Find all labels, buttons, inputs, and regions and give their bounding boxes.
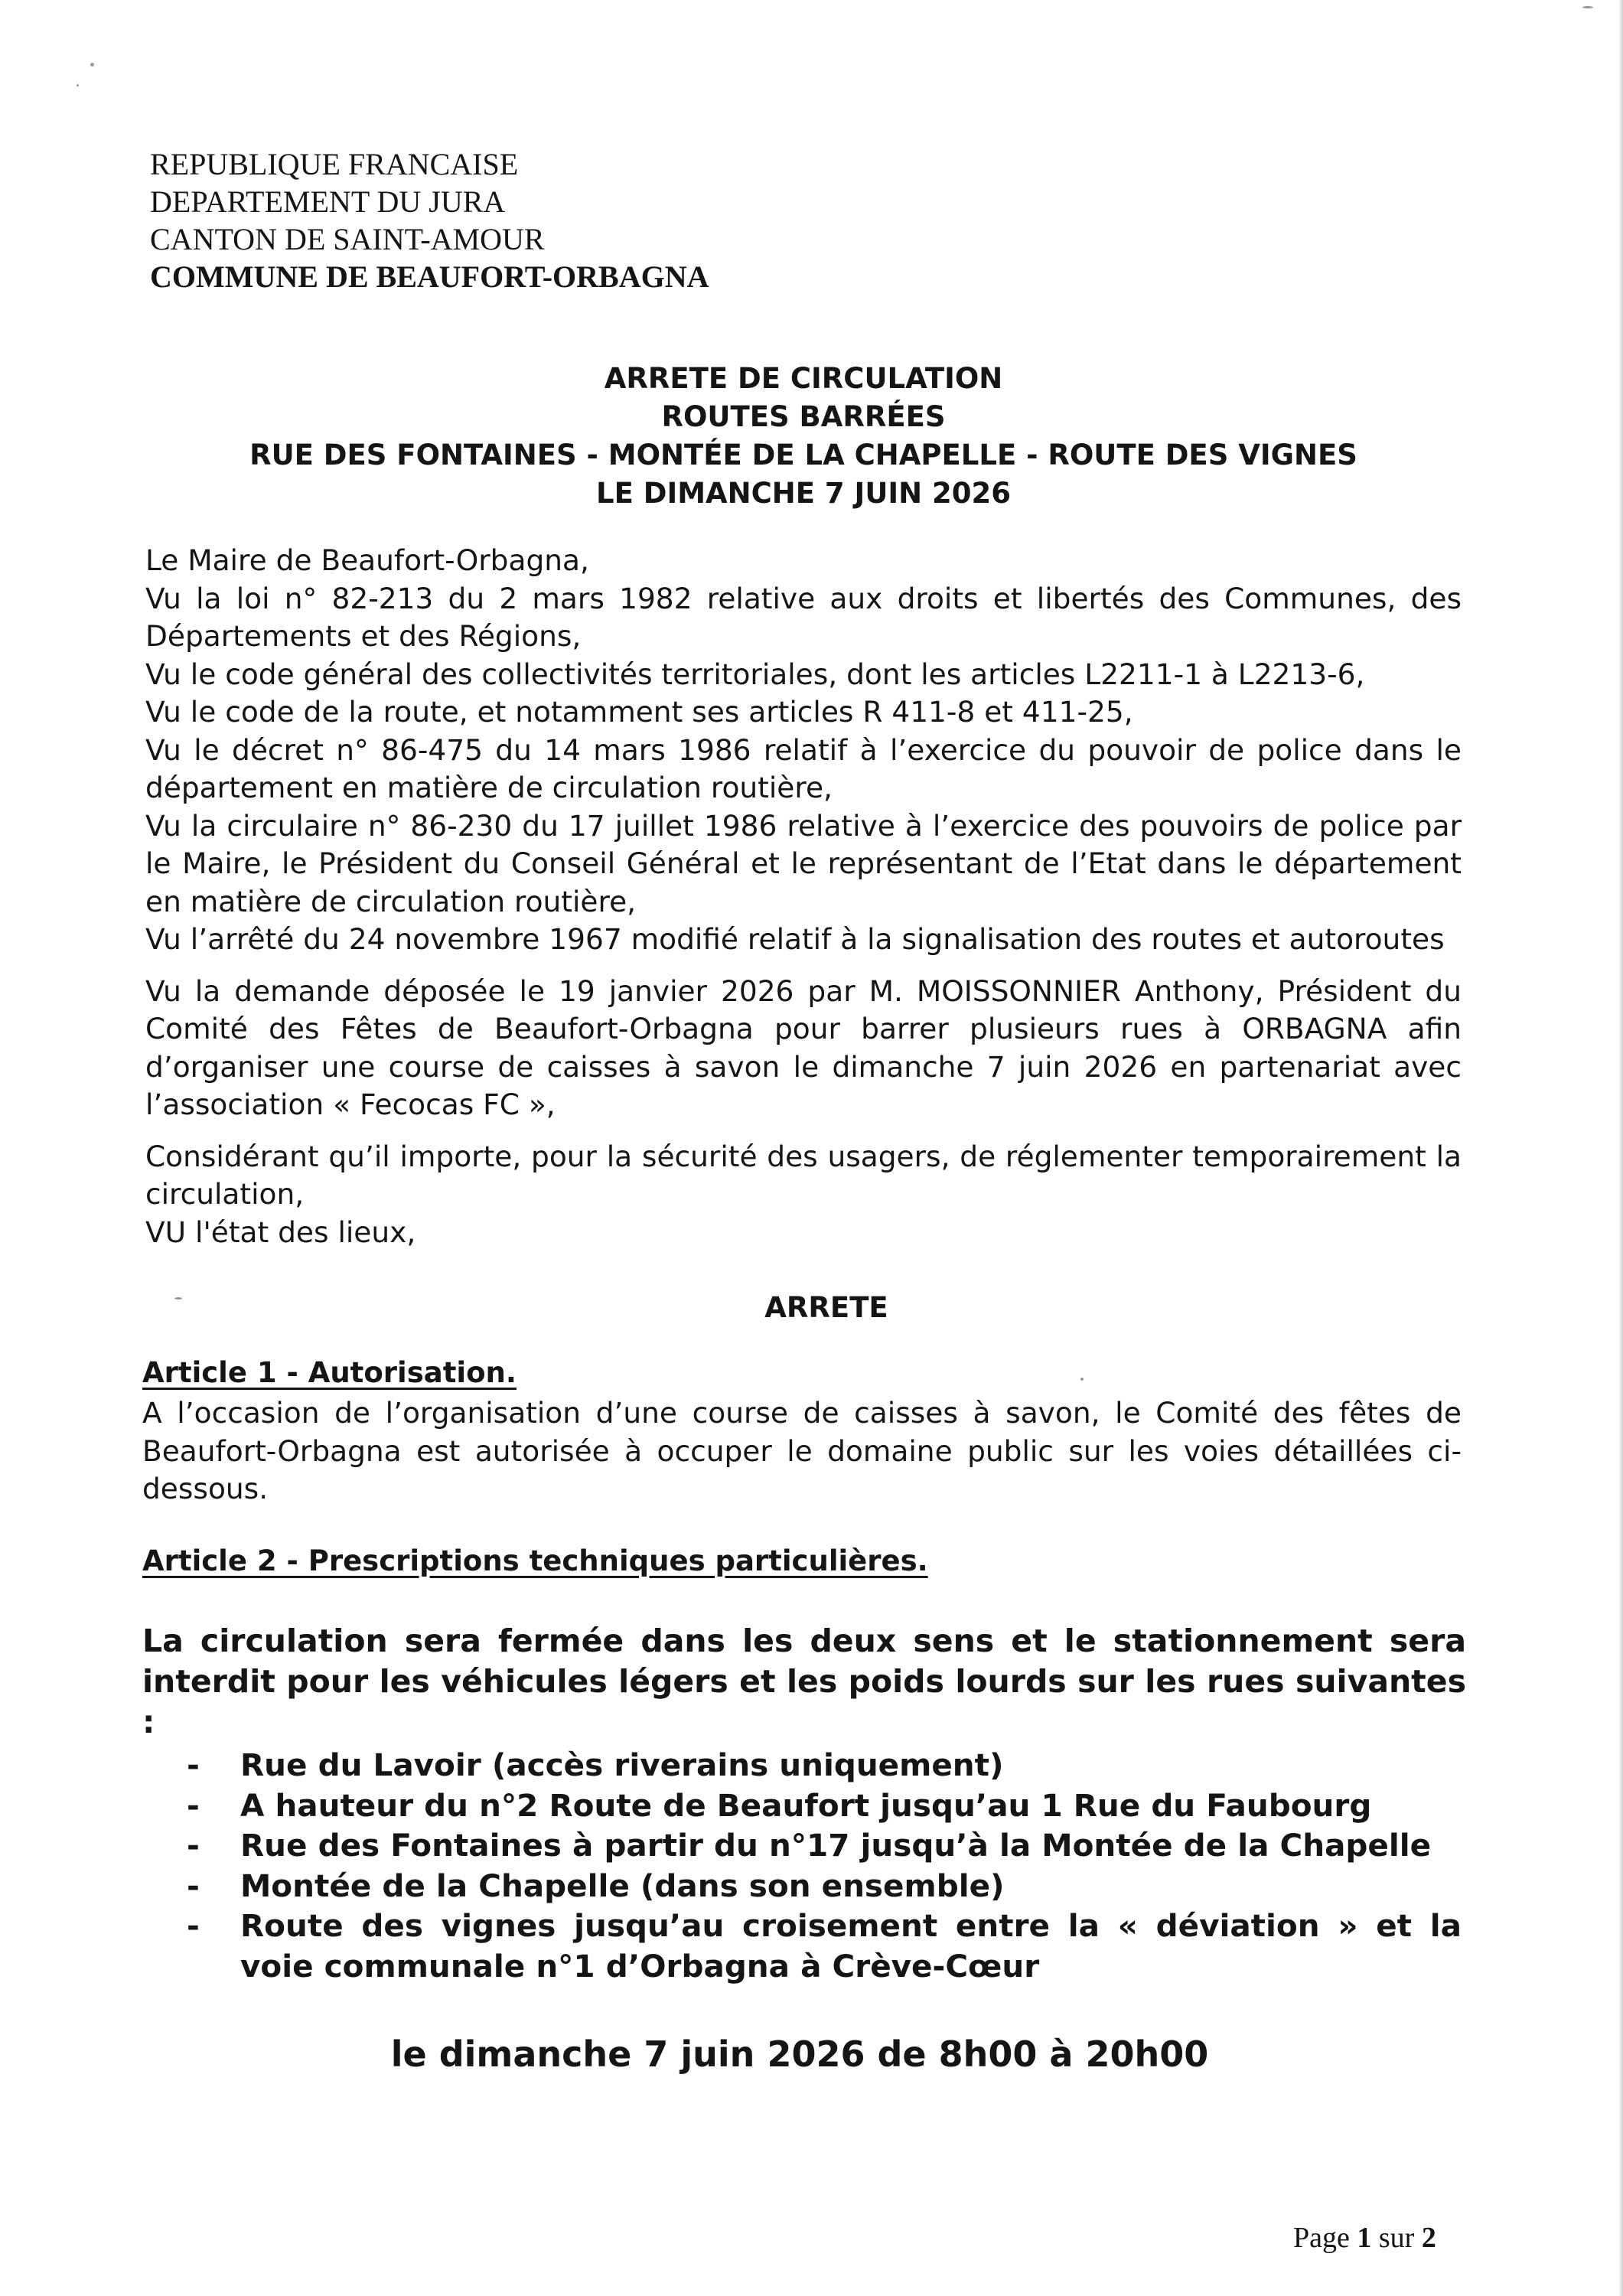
header-republic: REPUBLIQUE FRANCAISE (150, 147, 519, 181)
list-item (187, 1825, 1462, 1866)
closed-streets-list (187, 1745, 1462, 1986)
list-item (187, 1866, 1462, 1906)
street-name: A hauteur du n°2 Route de Beaufort jusqu’au 1 Rue du Faubourg (240, 1786, 1372, 1824)
scan-speck (1080, 1378, 1084, 1381)
page-sep: sur (1378, 2222, 1415, 2254)
recital-circulaire: Vu la circulaire n° 86-230 du 17 juillet 1986 relative à l’exercice des pouvoirs de police par le Maire, le Président du Conseil Général et le représentant de l’Etat dans le département en matière de circulation routière, (145, 808, 1462, 918)
spacer (145, 1124, 1462, 1138)
bullet-dash: - (187, 1746, 200, 1783)
title-line-3: RUE DES FONTAINES - MONTÉE DE LA CHAPELLE - ROUTE DES VIGNES (249, 439, 1357, 471)
recital-considerant: Considérant qu’il importe, pour la sécurité des usagers, de réglementer temporairement la circulation, (145, 1139, 1462, 1211)
scan-speck (90, 63, 94, 67)
header-department: DEPARTEMENT DU JURA (150, 184, 506, 219)
recital-loi: Vu la loi n° 82-213 du 2 mars 1982 relative aux droits et libertés des Communes, des Départements et des Régions, (145, 581, 1462, 653)
list-item (187, 1786, 1462, 1826)
scan-edge-shadow (1618, 0, 1623, 2296)
recital-code-route: Vu le code de la route, et notamment ses articles R 411-8 et 411-25, (145, 695, 1133, 729)
scan-speck (1582, 6, 1593, 8)
spacer (145, 959, 1462, 973)
header-commune: COMMUNE DE BEAUFORT-ORBAGNA (150, 259, 709, 294)
page-total: 2 (1421, 2222, 1436, 2254)
street-name: Rue des Fontaines à partir du n°17 jusqu’à la Montée de la Chapelle (240, 1827, 1432, 1864)
bullet-dash: - (187, 1827, 200, 1864)
article-2-title: Article 2 - Prescriptions techniques particulières. (142, 1544, 928, 1577)
arrete-heading: ARRETE (764, 1291, 888, 1324)
street-name: Rue du Lavoir (accès riverains uniquement) (240, 1746, 1004, 1783)
bullet-dash: - (187, 1867, 200, 1904)
title-line-4: LE DIMANCHE 7 JUIN 2026 (596, 477, 1011, 510)
recitals (145, 542, 1462, 1251)
article-1-title: Article 1 - Autorisation. (142, 1356, 517, 1389)
recital-decret: Vu le décret n° 86-475 du 14 mars 1986 relatif à l’exercice du pouvoir de police dans le département en matière de circulation routière, (145, 732, 1462, 804)
street-name: Route des vignes jusqu’au croisement entre la « déviation » et la voie communale n°1 d’Orbagna à Crève-Cœur (240, 1907, 1462, 1985)
bullet-dash: - (187, 1907, 200, 1944)
title-line-1: ARRETE DE CIRCULATION (604, 362, 1003, 395)
recital-etat-lieux: VU l'état des lieux, (145, 1215, 416, 1249)
list-item (187, 1906, 1462, 1986)
recital-arrete-1967: Vu l’arrêté du 24 novembre 1967 modifié relatif à la signalisation des routes et autoroutes (145, 922, 1445, 956)
page-current: 1 (1357, 2222, 1372, 2254)
document-title (153, 360, 1454, 513)
page-number (1293, 2221, 1436, 2255)
scan-speck (77, 84, 79, 86)
recital-demande: Vu la demande déposée le 19 janvier 2026 par M. MOISSONNIER Anthony, Président du Comité des Fêtes de Beaufort-Orbagna pour barrer plusieurs rues à ORBAGNA afin d’organiser une course de caisses à savon le dimanche 7 juin 2026 en partenariat avec l’association « Fecocas FC », (145, 974, 1462, 1121)
bullet-dash: - (187, 1786, 200, 1824)
closure-date-time: le dimanche 7 juin 2026 de 8h00 à 20h00 (390, 2033, 1209, 2075)
page-word: Page (1293, 2222, 1350, 2254)
recital-mayor: Le Maire de Beaufort-Orbagna, (145, 543, 589, 577)
list-item (187, 1745, 1462, 1786)
article-1-text: A l’occasion de l’organisation d’une course de caisses à savon, le Comité des fêtes de Beaufort-Orbagna est autorisée à occuper le domaine public sur les voies détaillées ci-dessous. (142, 1396, 1462, 1505)
scan-speck (174, 1297, 182, 1300)
article-2-intro: La circulation sera fermée dans les deux sens et le stationnement sera interdit pour les véhicules légers et les poids lourds sur les rues suivantes : (142, 1623, 1466, 1740)
street-name: Montée de la Chapelle (dans son ensemble) (240, 1867, 1005, 1904)
title-line-2: ROUTES BARRÉES (661, 400, 946, 433)
issuing-authority-header (150, 145, 709, 295)
header-canton: CANTON DE SAINT-AMOUR (150, 222, 545, 256)
recital-cgct: Vu le code général des collectivités territoriales, dont les articles L2211-1 à L2213-6, (145, 657, 1365, 691)
